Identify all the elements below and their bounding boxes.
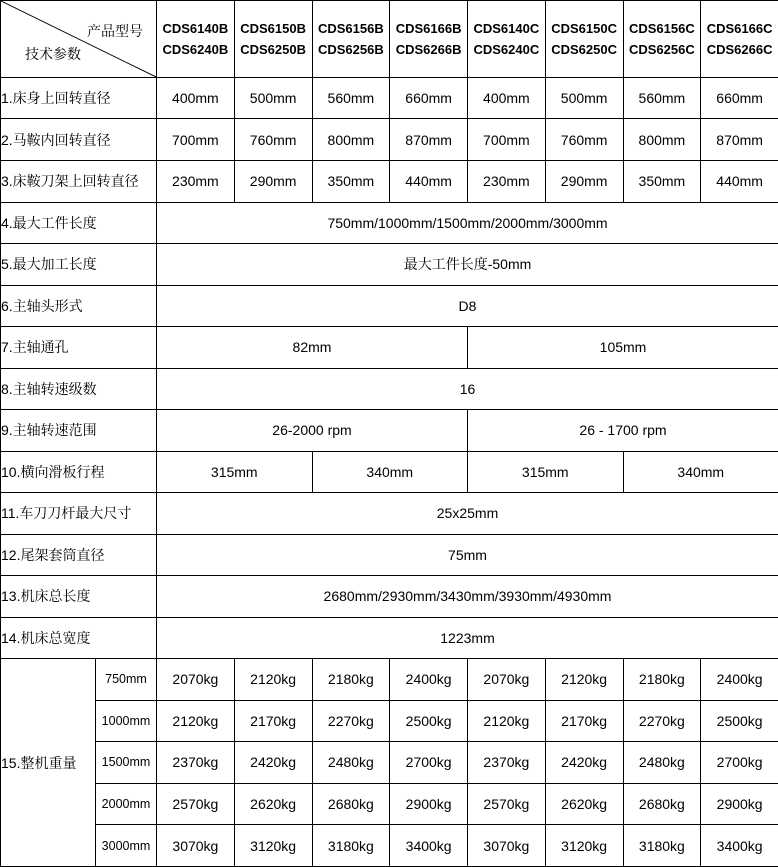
spec-row [1, 285, 778, 327]
weight-value-cell: 2700kg [701, 742, 778, 784]
spec-label-cell: 9.主轴转速范围 [1, 410, 157, 452]
spec-value-cell: 870mm [390, 119, 468, 161]
header-row [1, 1, 778, 78]
weight-row [1, 825, 778, 867]
spec-label-cell: 12.尾架套筒直径 [1, 534, 157, 576]
weight-row [1, 700, 778, 742]
model-name-line: CDS6150C [551, 20, 617, 36]
model-name-line: CDS6240C [473, 41, 540, 57]
spec-value-cell: 870mm [701, 119, 778, 161]
weight-value-cell: 3180kg [623, 825, 701, 867]
spec-row [1, 327, 778, 369]
spec-value-cell: 350mm [312, 161, 390, 203]
weight-value-cell: 3070kg [157, 825, 235, 867]
spec-value-cell: 290mm [234, 161, 312, 203]
model-name-line: CDS6140C [473, 20, 540, 36]
model-name-line: CDS6166C [706, 20, 773, 36]
weight-value-cell: 2570kg [157, 783, 235, 825]
weight-value-cell: 2180kg [623, 659, 701, 701]
spec-value-cell: 1223mm [157, 617, 778, 659]
spec-value-cell: 75mm [157, 534, 778, 576]
weight-value-cell: 2900kg [390, 783, 468, 825]
spec-label-cell: 7.主轴通孔 [1, 327, 157, 369]
spec-value-cell: 290mm [545, 161, 623, 203]
spec-value-cell: 400mm [157, 77, 235, 119]
weight-value-cell: 2480kg [312, 742, 390, 784]
model-name-line: CDS6240B [162, 41, 229, 57]
spec-value-cell: 700mm [468, 119, 546, 161]
spec-label-cell: 10.横向滑板行程 [1, 451, 157, 493]
spec-value-cell: 660mm [701, 77, 778, 119]
model-header-cell [701, 1, 778, 78]
weight-value-cell: 3180kg [312, 825, 390, 867]
weight-row [1, 659, 778, 701]
spec-label-cell: 13.机床总长度 [1, 576, 157, 618]
model-header-cell [623, 1, 701, 78]
weight-value-cell: 2420kg [545, 742, 623, 784]
spec-label-cell: 3.床鞍刀架上回转直径 [1, 161, 157, 203]
weight-value-cell: 2070kg [468, 659, 546, 701]
corner-cell [1, 1, 157, 78]
spec-row [1, 493, 778, 535]
spec-row [1, 244, 778, 286]
spec-row [1, 368, 778, 410]
weight-value-cell: 2170kg [234, 700, 312, 742]
spec-value-cell: 315mm [468, 451, 624, 493]
model-name-line: CDS6250B [240, 41, 306, 57]
spec-value-cell: 700mm [157, 119, 235, 161]
spec-label-cell: 4.最大工件长度 [1, 202, 157, 244]
weight-value-cell: 2680kg [312, 783, 390, 825]
weight-value-cell: 2400kg [390, 659, 468, 701]
spec-value-cell: 2680mm/2930mm/3430mm/3930mm/4930mm [157, 576, 778, 618]
spec-row [1, 410, 778, 452]
spec-value-cell: 最大工件长度-50mm [157, 244, 778, 286]
weight-value-cell: 2480kg [623, 742, 701, 784]
spec-value-cell: 340mm [312, 451, 468, 493]
weight-value-cell: 2900kg [701, 783, 778, 825]
spec-row [1, 451, 778, 493]
spec-row [1, 534, 778, 576]
weight-value-cell: 3070kg [468, 825, 546, 867]
spec-value-cell: 440mm [390, 161, 468, 203]
spec-value-cell: 26 - 1700 rpm [468, 410, 778, 452]
weight-value-cell: 2270kg [312, 700, 390, 742]
spec-label-cell: 8.主轴转速级数 [1, 368, 157, 410]
spec-label-cell: 6.主轴头形式 [1, 285, 157, 327]
spec-value-cell: 105mm [468, 327, 778, 369]
weight-row [1, 742, 778, 784]
model-header-cell [234, 1, 312, 78]
model-name-line: CDS6140B [162, 20, 229, 36]
weight-value-cell: 3120kg [234, 825, 312, 867]
weight-value-cell: 2570kg [468, 783, 546, 825]
spec-value-cell: 750mm/1000mm/1500mm/2000mm/3000mm [157, 202, 778, 244]
weight-value-cell: 2370kg [157, 742, 235, 784]
spec-value-cell: 230mm [468, 161, 546, 203]
weight-value-cell: 2620kg [234, 783, 312, 825]
weight-value-cell: 2120kg [157, 700, 235, 742]
spec-value-cell: 340mm [623, 451, 778, 493]
weight-value-cell: 3400kg [390, 825, 468, 867]
spec-row [1, 77, 778, 119]
weight-value-cell: 2120kg [468, 700, 546, 742]
weight-section-label-cell: 15.整机重量 [1, 659, 96, 867]
spec-row [1, 119, 778, 161]
length-label-cell: 1000mm [96, 700, 157, 742]
spec-value-cell: 350mm [623, 161, 701, 203]
spec-value-cell: 500mm [234, 77, 312, 119]
model-name-line: CDS6250C [551, 41, 617, 57]
model-header-cell [468, 1, 546, 78]
weight-value-cell: 2620kg [545, 783, 623, 825]
spec-label-cell: 11.车刀刀杆最大尺寸 [1, 493, 157, 535]
spec-label-cell: 14.机床总宽度 [1, 617, 157, 659]
spec-label-cell: 2.马鞍内回转直径 [1, 119, 157, 161]
length-label-cell: 2000mm [96, 783, 157, 825]
corner-label-tech-params: 技术参数 [25, 45, 81, 62]
spec-row [1, 617, 778, 659]
spec-label-cell: 1.床身上回转直径 [1, 77, 157, 119]
model-header-cell [157, 1, 235, 78]
model-name-line: CDS6156C [628, 20, 695, 36]
length-label-cell: 750mm [96, 659, 157, 701]
spec-row [1, 161, 778, 203]
weight-value-cell: 2500kg [701, 700, 778, 742]
weight-value-cell: 2400kg [701, 659, 778, 701]
weight-value-cell: 2120kg [234, 659, 312, 701]
model-name-line: CDS6150B [240, 20, 306, 36]
model-name-line: CDS6256B [317, 41, 384, 57]
weight-value-cell: 2420kg [234, 742, 312, 784]
weight-value-cell: 2370kg [468, 742, 546, 784]
weight-value-cell: 2180kg [312, 659, 390, 701]
spec-value-cell: 760mm [545, 119, 623, 161]
spec-row [1, 202, 778, 244]
model-name-line: CDS6256C [628, 41, 695, 57]
spec-value-cell: 400mm [468, 77, 546, 119]
spec-value-cell: 315mm [157, 451, 313, 493]
model-name-line: CDS6156B [317, 20, 384, 36]
weight-value-cell: 2500kg [390, 700, 468, 742]
weight-value-cell: 3400kg [701, 825, 778, 867]
spec-value-cell: D8 [157, 285, 778, 327]
spec-value-cell: 440mm [701, 161, 778, 203]
model-name-line: CDS6266C [706, 41, 773, 57]
model-header-cell [545, 1, 623, 78]
spec-row [1, 576, 778, 618]
weight-value-cell: 2270kg [623, 700, 701, 742]
spec-value-cell: 16 [157, 368, 778, 410]
spec-value-cell: 230mm [157, 161, 235, 203]
model-header-cell [390, 1, 468, 78]
weight-row [1, 783, 778, 825]
spec-label-cell: 5.最大加工长度 [1, 244, 157, 286]
weight-value-cell: 3120kg [545, 825, 623, 867]
spec-value-cell: 500mm [545, 77, 623, 119]
model-header-cell [312, 1, 390, 78]
weight-value-cell: 2120kg [545, 659, 623, 701]
spec-value-cell: 800mm [623, 119, 701, 161]
weight-value-cell: 2070kg [157, 659, 235, 701]
spec-value-cell: 560mm [623, 77, 701, 119]
length-label-cell: 3000mm [96, 825, 157, 867]
spec-value-cell: 660mm [390, 77, 468, 119]
model-name-line: CDS6166B [395, 20, 462, 36]
spec-value-cell: 82mm [157, 327, 468, 369]
spec-value-cell: 560mm [312, 77, 390, 119]
weight-value-cell: 2700kg [390, 742, 468, 784]
length-label-cell: 1500mm [96, 742, 157, 784]
corner-label-product-model: 产品型号 [87, 23, 143, 39]
spec-value-cell: 800mm [312, 119, 390, 161]
weight-value-cell: 2680kg [623, 783, 701, 825]
weight-value-cell: 2170kg [545, 700, 623, 742]
model-name-line: CDS6266B [395, 41, 462, 57]
spec-value-cell: 760mm [234, 119, 312, 161]
spec-value-cell: 26-2000 rpm [157, 410, 468, 452]
spec-value-cell: 25x25mm [157, 493, 778, 535]
